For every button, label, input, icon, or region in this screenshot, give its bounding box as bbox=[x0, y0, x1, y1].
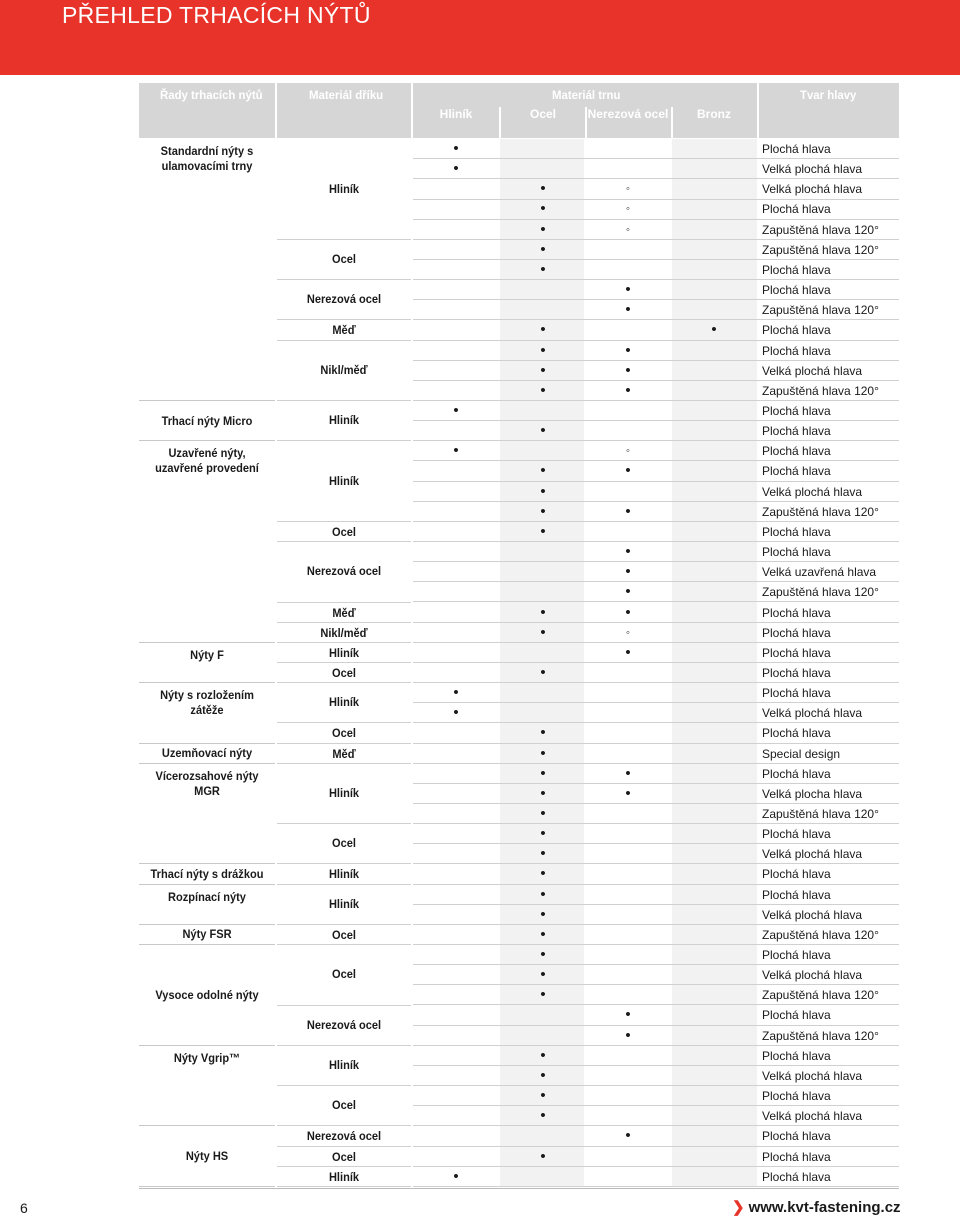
row-line bbox=[413, 1166, 899, 1167]
bullet-mark: • bbox=[625, 341, 631, 359]
bullet-mark: • bbox=[625, 643, 631, 661]
body-material-cell: Hliník bbox=[328, 645, 360, 660]
material-line bbox=[277, 1166, 411, 1167]
footer-line bbox=[139, 1188, 899, 1189]
bullet-mark: • bbox=[625, 563, 631, 581]
row-line bbox=[413, 1085, 899, 1086]
series-line bbox=[139, 743, 275, 744]
row-line bbox=[413, 1186, 899, 1187]
row-line bbox=[413, 743, 899, 744]
series-line bbox=[139, 682, 275, 683]
bullet-mark: • bbox=[625, 1006, 631, 1024]
bullet-mark: • bbox=[540, 865, 546, 883]
body-material-cell: Ocel bbox=[332, 665, 356, 680]
material-line bbox=[277, 662, 411, 663]
bullet-mark: • bbox=[540, 200, 546, 218]
material-line bbox=[277, 541, 411, 542]
head-shape-cell: Plochá hlava bbox=[762, 665, 831, 680]
row-line bbox=[413, 340, 899, 341]
body-material-cell: Ocel bbox=[332, 836, 356, 851]
head-shape-cell: Plochá hlava bbox=[762, 283, 831, 297]
series-header-label: Řady trhacích nýtů bbox=[160, 88, 263, 102]
material-line bbox=[277, 924, 411, 925]
material-line bbox=[277, 823, 411, 824]
head-shape-header-label: Tvar hlavy bbox=[800, 88, 857, 102]
row-line bbox=[413, 501, 899, 502]
bullet-mark: • bbox=[540, 885, 546, 903]
series-line bbox=[139, 1125, 275, 1126]
material-line bbox=[277, 1005, 411, 1006]
chevron-right-icon: ❯ bbox=[732, 1199, 745, 1216]
head-shape-cell: Plochá hlava bbox=[762, 948, 831, 962]
series-cell: Nýty FSR bbox=[182, 927, 232, 942]
bullet-mark: • bbox=[540, 422, 546, 440]
head-shape-cell: Velká plochá hlava bbox=[762, 363, 863, 378]
series-cell: Trhací nýty s drážkou bbox=[150, 867, 264, 881]
row-line bbox=[413, 924, 899, 925]
bullet-mark: • bbox=[625, 502, 631, 520]
head-shape-cell: Plochá hlava bbox=[762, 1169, 831, 1184]
row-line bbox=[413, 984, 899, 985]
bullet-mark: • bbox=[540, 925, 546, 943]
row-line bbox=[413, 863, 899, 864]
row-line bbox=[413, 601, 899, 602]
material-line bbox=[277, 1186, 411, 1187]
series-line bbox=[139, 400, 275, 401]
series-cell: Uzemňovací nýty bbox=[161, 746, 253, 761]
mandrel-sub-stainless: Nerezová ocel bbox=[587, 107, 669, 121]
head-shape-cell: Plochá hlava bbox=[762, 766, 831, 781]
head-shape-cell: Plochá hlava bbox=[762, 887, 831, 902]
body-material-cell: Hliník bbox=[328, 785, 360, 800]
head-shape-cell: Plochá hlava bbox=[762, 1149, 831, 1164]
bullet-mark: • bbox=[540, 1147, 546, 1165]
bullet-mark: • bbox=[540, 663, 546, 681]
material-line bbox=[277, 743, 411, 744]
bullet-mark: • bbox=[453, 1167, 459, 1185]
body-material-cell: Hliník bbox=[328, 695, 360, 710]
bullet-mark: • bbox=[625, 381, 631, 399]
bullet-mark: • bbox=[540, 220, 546, 238]
row-line bbox=[413, 400, 899, 401]
row-line bbox=[413, 763, 899, 764]
bullet-mark: • bbox=[540, 986, 546, 1004]
mandrel-sub-bronze: Bronz bbox=[697, 107, 731, 121]
series-cell: Vícerozsahové nýty MGR bbox=[155, 768, 259, 798]
bullet-mark: • bbox=[540, 1107, 546, 1125]
body-material-cell: Hliník bbox=[328, 182, 360, 197]
material-line bbox=[277, 944, 411, 945]
head-shape-cell: Zapuštěná hlava 120° bbox=[762, 242, 879, 257]
row-line bbox=[413, 803, 899, 804]
series-cell: Nýty F bbox=[190, 647, 224, 662]
sub-separator bbox=[499, 107, 501, 138]
row-line bbox=[413, 440, 899, 441]
row-line bbox=[413, 1146, 899, 1147]
row-line bbox=[413, 481, 899, 482]
bullet-mark: • bbox=[625, 301, 631, 319]
body-material-cell: Ocel bbox=[332, 251, 356, 266]
bullet-mark: • bbox=[540, 804, 546, 822]
bullet-mark: • bbox=[625, 462, 631, 480]
bullet-mark: • bbox=[453, 160, 459, 178]
series-line bbox=[139, 1045, 275, 1046]
bullet-mark: • bbox=[540, 744, 546, 762]
head-shape-cell: Plochá hlava bbox=[762, 424, 831, 439]
series-cell: Nýty Vgrip™ bbox=[173, 1050, 241, 1065]
body-material-cell: Hliník bbox=[328, 473, 360, 488]
row-line bbox=[413, 722, 899, 723]
material-line bbox=[277, 1085, 411, 1086]
row-line bbox=[413, 783, 899, 784]
bullet-mark: • bbox=[625, 583, 631, 601]
head-shape-cell: Zapuštěná hlava 120° bbox=[762, 1028, 879, 1043]
body-material-cell: Nerezová ocel bbox=[306, 564, 382, 579]
series-line bbox=[139, 863, 275, 864]
head-shape-cell: Plochá hlava bbox=[762, 1048, 831, 1063]
bullet-mark: • bbox=[540, 845, 546, 863]
bullet-mark: • bbox=[540, 482, 546, 500]
body-material-cell: Nikl/měď bbox=[320, 362, 368, 377]
series-cell: Nýty s rozložením zátěže bbox=[160, 688, 254, 717]
row-line bbox=[413, 178, 899, 179]
column-bg bbox=[139, 139, 275, 1187]
body-material-cell: Ocel bbox=[332, 927, 356, 942]
head-shape-cell: Zapuštěná hlava 120° bbox=[762, 585, 879, 600]
body-material-cell: Měď bbox=[332, 605, 356, 620]
row-line bbox=[413, 1045, 899, 1046]
head-shape-cell: Plochá hlava bbox=[762, 686, 831, 700]
series-cell: Standardní nýty s ulamovacími trny bbox=[160, 144, 254, 173]
body-material-cell: Nerezová ocel bbox=[306, 1129, 382, 1144]
head-shape-cell: Plochá hlava bbox=[762, 625, 831, 640]
row-line bbox=[413, 239, 899, 240]
body-material-cell: Ocel bbox=[332, 1149, 356, 1164]
row-line bbox=[413, 360, 899, 361]
body-material-cell: Ocel bbox=[332, 1098, 356, 1113]
head-shape-cell: Velká plochá hlava bbox=[762, 1068, 863, 1083]
material-line bbox=[277, 863, 411, 864]
head-shape-cell: Plochá hlava bbox=[762, 1008, 831, 1023]
material-line bbox=[277, 1146, 411, 1147]
website-url[interactable] bbox=[732, 1198, 901, 1216]
bullet-mark: • bbox=[540, 603, 546, 621]
bullet-mark: • bbox=[540, 260, 546, 278]
open-circle-mark: ◦ bbox=[626, 445, 630, 458]
head-shape-cell: Plochá hlava bbox=[762, 142, 831, 156]
head-shape-cell: Plochá hlava bbox=[762, 444, 831, 459]
series-line bbox=[139, 642, 275, 643]
series-line bbox=[139, 884, 275, 885]
bullet-mark: • bbox=[625, 764, 631, 782]
head-shape-cell: Plochá hlava bbox=[762, 524, 831, 539]
mandrel-sub-aluminium: Hliník bbox=[439, 107, 473, 121]
body-material-cell: Ocel bbox=[332, 524, 356, 539]
body-material-cell: Hliník bbox=[328, 1169, 360, 1184]
row-line bbox=[413, 541, 899, 542]
open-circle-mark: ◦ bbox=[626, 626, 630, 639]
head-shape-cell: Zapuštěná hlava 120° bbox=[762, 383, 879, 398]
row-line bbox=[413, 843, 899, 844]
head-shape-cell: Plochá hlava bbox=[762, 464, 831, 479]
head-shape-cell: Special design bbox=[762, 746, 841, 761]
body-material-cell: Hliník bbox=[328, 896, 360, 911]
head-shape-cell: Velká plochá hlava bbox=[762, 182, 863, 197]
head-shape-cell: Plochá hlava bbox=[762, 343, 831, 358]
bullet-mark: • bbox=[540, 1066, 546, 1084]
column-bg bbox=[413, 139, 498, 1187]
bullet-mark: • bbox=[453, 704, 459, 722]
head-shape-cell: Plochá hlava bbox=[762, 545, 831, 559]
row-line bbox=[413, 259, 899, 260]
row-line bbox=[413, 662, 899, 663]
head-shape-cell: Plochá hlava bbox=[762, 262, 831, 277]
body-material-cell: Nerezová ocel bbox=[306, 1017, 382, 1032]
head-shape-cell: Plochá hlava bbox=[762, 827, 831, 842]
series-cell: Nýty HS bbox=[185, 1149, 229, 1164]
material-line bbox=[277, 340, 411, 341]
open-circle-mark: ◦ bbox=[626, 223, 630, 236]
head-shape-cell: Zapuštěná hlava 120° bbox=[762, 988, 879, 1003]
body-material-cell: Nikl/měď bbox=[320, 625, 368, 640]
material-line bbox=[277, 521, 411, 522]
bullet-mark: • bbox=[540, 1087, 546, 1104]
page-title: PŘEHLED TRHACÍCH NÝTŮ bbox=[62, 2, 371, 28]
row-line bbox=[413, 199, 899, 200]
bullet-mark: • bbox=[540, 361, 546, 379]
material-line bbox=[277, 602, 411, 603]
bullet-mark: • bbox=[711, 321, 717, 339]
bullet-mark: • bbox=[540, 240, 546, 258]
bullet-mark: • bbox=[540, 623, 546, 641]
material-line bbox=[277, 884, 411, 885]
material-line bbox=[277, 763, 411, 764]
head-shape-cell: Velká uzavřená hlava bbox=[762, 565, 877, 580]
head-shape-cell: Plochá hlava bbox=[762, 1129, 831, 1144]
head-shape-cell: Plochá hlava bbox=[762, 605, 831, 620]
bullet-mark: • bbox=[625, 361, 631, 379]
series-cell: Uzavřené nýty, uzavřené provedení bbox=[155, 446, 259, 476]
open-circle-mark: ◦ bbox=[626, 183, 630, 196]
material-line bbox=[277, 239, 411, 240]
series-cell: Trhací nýty Micro bbox=[161, 413, 253, 428]
head-shape-cell: Zapuštěná hlava 120° bbox=[762, 806, 879, 821]
row-line bbox=[413, 521, 899, 522]
bullet-mark: • bbox=[540, 180, 546, 198]
head-shape-cell: Velká plochá hlava bbox=[762, 847, 863, 862]
bullet-mark: • bbox=[540, 764, 546, 782]
bullet-mark: • bbox=[625, 603, 631, 621]
row-line bbox=[413, 964, 899, 965]
bullet-mark: • bbox=[540, 784, 546, 802]
head-shape-cell: Velká plochá hlava bbox=[762, 706, 863, 721]
head-shape-cell: Plochá hlava bbox=[762, 867, 831, 882]
bullet-mark: • bbox=[540, 522, 546, 540]
material-line bbox=[277, 279, 411, 280]
row-line bbox=[413, 904, 899, 905]
head-shape-cell: Velká plochá hlava bbox=[762, 968, 863, 983]
row-line bbox=[413, 319, 899, 320]
series-cell: Rozpínací nýty bbox=[168, 889, 246, 904]
row-line bbox=[413, 1065, 899, 1066]
bullet-mark: • bbox=[453, 684, 459, 701]
bullet-mark: • bbox=[625, 543, 631, 560]
body-material-cell: Nerezová ocel bbox=[306, 292, 382, 307]
bullet-mark: • bbox=[453, 401, 459, 419]
bullet-mark: • bbox=[540, 341, 546, 359]
column-bg bbox=[500, 139, 584, 1187]
head-shape-cell: Velká plocha hlava bbox=[762, 786, 863, 801]
bullet-mark: • bbox=[540, 905, 546, 923]
head-shape-cell: Plochá hlava bbox=[762, 323, 831, 338]
material-line bbox=[277, 440, 411, 441]
bullet-mark: • bbox=[453, 442, 459, 460]
bullet-mark: • bbox=[540, 825, 546, 843]
row-line bbox=[413, 420, 899, 421]
material-line bbox=[277, 400, 411, 401]
page-number: 6 bbox=[20, 1200, 28, 1216]
sub-separator bbox=[671, 107, 673, 138]
head-shape-cell: Plochá hlava bbox=[762, 1089, 831, 1103]
head-shape-cell: Velká plochá hlava bbox=[762, 907, 863, 922]
series-line bbox=[139, 763, 275, 764]
series-line bbox=[139, 440, 275, 441]
bullet-mark: • bbox=[625, 281, 631, 298]
row-line bbox=[413, 642, 899, 643]
mandrel-header-label: Materiál trnu bbox=[552, 88, 621, 102]
body-material-cell: Ocel bbox=[332, 967, 356, 982]
head-shape-cell: Plochá hlava bbox=[762, 403, 831, 418]
bullet-mark: • bbox=[540, 966, 546, 984]
row-line bbox=[413, 581, 899, 582]
head-shape-cell: Plochá hlava bbox=[762, 202, 831, 217]
body-material-cell: Měď bbox=[332, 746, 356, 761]
row-line bbox=[413, 219, 899, 220]
row-line bbox=[413, 1125, 899, 1126]
material-line bbox=[277, 1125, 411, 1126]
head-shape-cell: Velká plochá hlava bbox=[762, 1109, 863, 1124]
bullet-mark: • bbox=[540, 502, 546, 520]
body-material-header-label: Materiál dříku bbox=[309, 88, 384, 102]
row-line bbox=[413, 279, 899, 280]
bullet-mark: • bbox=[540, 321, 546, 339]
row-line bbox=[413, 682, 899, 683]
website-url-text: www.kvt-fastening.cz bbox=[748, 1199, 901, 1216]
row-line bbox=[413, 884, 899, 885]
row-line bbox=[413, 158, 899, 159]
row-line bbox=[413, 622, 899, 623]
sub-separator bbox=[585, 107, 587, 138]
row-line bbox=[413, 1004, 899, 1005]
open-circle-mark: ◦ bbox=[626, 203, 630, 216]
row-line bbox=[413, 380, 899, 381]
head-shape-cell: Zapuštěná hlava 120° bbox=[762, 927, 879, 942]
head-shape-cell: Plochá hlava bbox=[762, 645, 831, 660]
mandrel-sub-steel: Ocel bbox=[529, 107, 557, 121]
head-shape-cell: Plochá hlava bbox=[762, 726, 831, 741]
row-line bbox=[413, 823, 899, 824]
series-line bbox=[139, 1186, 275, 1187]
body-material-cell: Hliník bbox=[328, 1057, 360, 1072]
body-material-cell: Měď bbox=[332, 323, 356, 338]
head-shape-cell: Zapuštěná hlava 120° bbox=[762, 303, 879, 318]
bullet-mark: • bbox=[540, 724, 546, 742]
material-line bbox=[277, 642, 411, 643]
material-line bbox=[277, 1045, 411, 1046]
bullet-mark: • bbox=[625, 1026, 631, 1044]
series-line bbox=[139, 924, 275, 925]
row-line bbox=[413, 561, 899, 562]
material-line bbox=[277, 682, 411, 683]
body-material-cell: Hliník bbox=[328, 413, 360, 428]
head-shape-cell: Velká plochá hlava bbox=[762, 484, 863, 499]
row-line bbox=[413, 299, 899, 300]
bullet-mark: • bbox=[540, 946, 546, 963]
bullet-mark: • bbox=[453, 140, 459, 157]
title-banner bbox=[0, 0, 960, 75]
column-bg bbox=[672, 139, 757, 1187]
body-material-cell: Ocel bbox=[332, 726, 356, 741]
bullet-mark: • bbox=[540, 381, 546, 399]
bullet-mark: • bbox=[625, 784, 631, 802]
row-line bbox=[413, 702, 899, 703]
material-line bbox=[277, 622, 411, 623]
series-cell: Vysoce odolné nýty bbox=[155, 987, 259, 1002]
bullet-mark: • bbox=[540, 462, 546, 480]
body-material-cell: Hliník bbox=[328, 867, 360, 882]
series-line bbox=[139, 944, 275, 945]
material-line bbox=[277, 319, 411, 320]
material-line bbox=[277, 722, 411, 723]
row-line bbox=[413, 944, 899, 945]
bullet-mark: • bbox=[625, 1127, 631, 1145]
head-shape-cell: Zapuštěná hlava 120° bbox=[762, 504, 879, 519]
row-line bbox=[413, 1105, 899, 1106]
head-shape-cell: Velká plochá hlava bbox=[762, 162, 863, 177]
row-line bbox=[413, 1025, 899, 1026]
bullet-mark: • bbox=[540, 1046, 546, 1064]
row-line bbox=[413, 460, 899, 461]
head-shape-cell: Zapuštěná hlava 120° bbox=[762, 222, 879, 237]
